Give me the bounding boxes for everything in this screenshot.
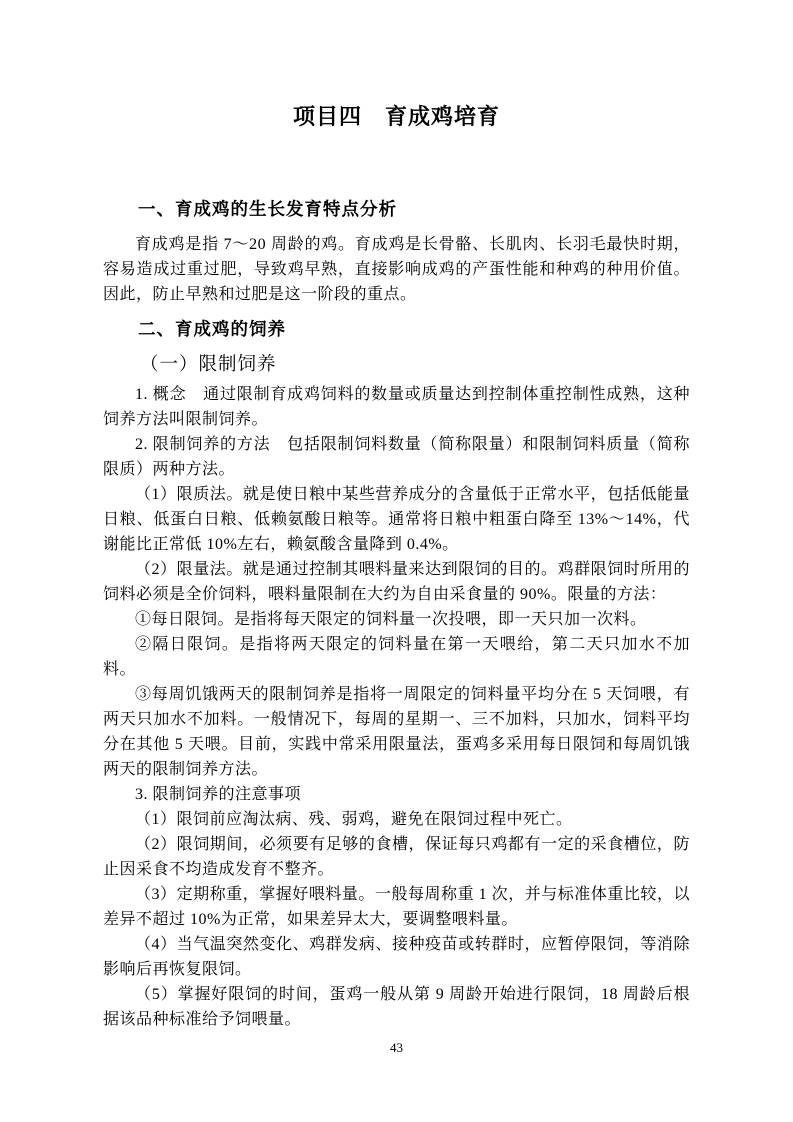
body-paragraph: （2）限饲期间，必须要有足够的食槽，保证每只鸡都有一定的采食槽位，防止因采食不均造成发育不整齐。	[103, 836, 690, 878]
list-item-paragraph: ③每周饥饿两天的限制饲养是指将一周限定的饲料量平均分在 5 天饲喂，有两天只加水不加料。一般情况下，每周的星期一、三不加料，只加水，饲料平均分在其他 5 天喂。目前，实践中常采用限量法，蛋鸡多采用每日限饲和每周饥饿两天的限制饲养方法。	[103, 686, 690, 778]
body-paragraph: 2. 限制饲养的方法 包括限制饲料数量（简称限量）和限制饲料质量（简称限质）两种方法。	[103, 436, 690, 478]
section-heading-2: 二、育成鸡的饲养	[138, 319, 286, 339]
subsection-heading: （一）限制饲养	[140, 355, 277, 375]
page-title: 项目四 育成鸡培育	[292, 104, 500, 129]
list-item-paragraph: ①每日限饲。是指将每天限定的饲料量一次投喂，即一天只加一次料。	[135, 611, 647, 628]
document-body	[103, 196, 690, 1032]
body-paragraph: 3. 限制饲养的注意事项	[135, 786, 302, 803]
body-paragraph: （2）限量法。就是通过控制其喂料量来达到限饲的目的。鸡群限饲时所用的饲料必须是全价饲料，喂料量限制在大约为自由采食量的 90%。限量的方法：	[103, 561, 690, 603]
body-paragraph: （1）限饲前应淘汰病、残、弱鸡，避免在限饲过程中死亡。	[135, 811, 573, 828]
page-number: 43	[390, 1040, 403, 1055]
section-heading-1: 一、育成鸡的生长发育特点分析	[138, 199, 397, 219]
body-paragraph: （3）定期称重，掌握好喂料量。一般每周称重 1 次，并与标准体重比较，以差异不超过 10%为正常，如果差异太大，要调整喂料量。	[103, 886, 690, 928]
body-paragraph: 育成鸡是指 7～20 周龄的鸡。育成鸡是长骨骼、长肌肉、长羽毛最快时期，容易造成过重过肥，导致鸡早熟，直接影响成鸡的产蛋性能和种鸡的种用价值。因此，防止早熟和过肥是这一阶段的重点。	[103, 236, 690, 303]
body-paragraph: （4）当气温突然变化、鸡群发病、接种疫苗或转群时，应暂停限饲，等消除影响后再恢复限饲。	[103, 936, 690, 978]
list-item-paragraph: ②隔日限饲。是指将两天限定的饲料量在第一天喂给，第二天只加水不加料。	[103, 636, 690, 678]
body-paragraph: （5）掌握好限饲的时间，蛋鸡一般从第 9 周龄开始进行限饲，18 周龄后根据该品种标准给予饲喂量。	[103, 986, 690, 1028]
body-paragraph: （1）限质法。就是使日粮中某些营养成分的含量低于正常水平，包括低能量日粮、低蛋白日粮、低赖氨酸日粮等。通常将日粮中粗蛋白降至 13%～14%，代谢能比正常低 10%左右，赖氨酸含量降到 0.4%。	[103, 486, 690, 553]
body-paragraph: 1. 概念 通过限制育成鸡饲料的数量或质量达到控制体重控制性成熟，这种饲养方法叫限制饲养。	[103, 386, 690, 428]
